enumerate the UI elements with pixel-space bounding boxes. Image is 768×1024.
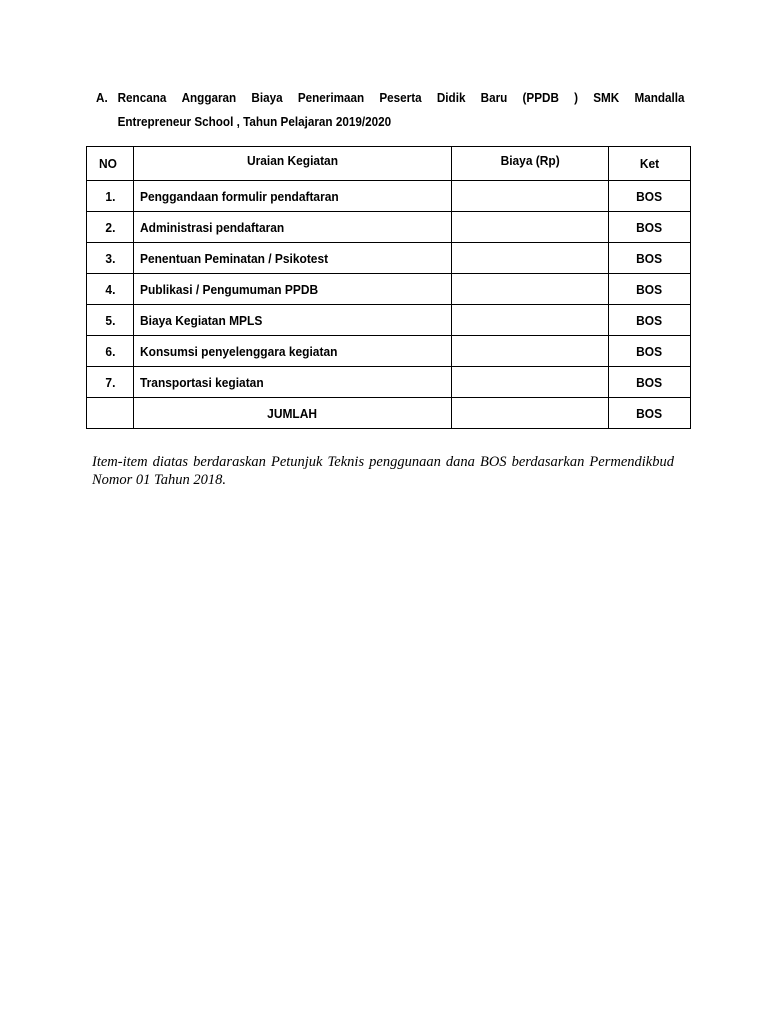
row-ket: BOS [609,181,691,212]
row-ket: BOS [609,243,691,274]
row-biaya [452,181,609,212]
table-row [87,274,691,305]
row-biaya [452,367,609,398]
heading-word: Rencana [117,90,167,105]
section-heading [96,86,685,134]
row-uraian: Transportasi kegiatan [134,367,452,398]
row-number: 4. [87,274,134,305]
total-ket: BOS [609,398,691,429]
row-number: 3. [87,243,134,274]
row-biaya [452,274,609,305]
heading-words [118,86,685,110]
row-ket: BOS [609,305,691,336]
table-row [87,336,691,367]
heading-word: (PPDB [522,90,559,105]
heading-word: SMK [593,90,620,105]
row-uraian: Konsumsi penyelenggara kegiatan [134,336,452,367]
column-header-ket: Ket [609,147,691,181]
section-letter: A. [96,90,108,105]
heading-line-2: Entrepreneur School , Tahun Pelajaran 2019/2020 [117,114,392,129]
heading-word: Mandalla [634,90,685,105]
row-uraian: Publikasi / Pengumuman PPDB [134,274,452,305]
total-label: JUMLAH [134,398,452,429]
table-row [87,305,691,336]
table-row [87,367,691,398]
heading-line-1 [96,86,685,110]
row-number: 1. [87,181,134,212]
column-header-no: NO [87,147,134,181]
column-header-uraian: Uraian Kegiatan [134,147,452,181]
row-ket: BOS [609,336,691,367]
column-header-biaya: Biaya (Rp) [452,147,609,181]
row-biaya [452,336,609,367]
row-biaya [452,212,609,243]
row-number: 2. [87,212,134,243]
heading-word: Anggaran [181,90,237,105]
heading-word: Biaya [251,90,283,105]
row-ket: BOS [609,212,691,243]
footnote: Item-item diatas berdaraskan Petunjuk Teknis penggunaan dana BOS berdasarkan Permendikbud Nomor 01 Tahun 2018. [92,454,674,488]
row-ket: BOS [609,274,691,305]
table-row [87,181,691,212]
heading-word: Penerimaan [297,90,365,105]
heading-word: ) [574,90,579,105]
heading-word: Baru [480,90,508,105]
row-uraian: Penentuan Peminatan / Psikotest [134,243,452,274]
heading-word: Didik [436,90,466,105]
row-ket: BOS [609,367,691,398]
total-biaya [452,398,609,429]
table-row [87,212,691,243]
table-row [87,243,691,274]
heading-word: Peserta [379,90,422,105]
table-header-row [87,147,691,181]
row-uraian: Administrasi pendaftaran [134,212,452,243]
total-number [87,398,134,429]
row-biaya [452,305,609,336]
row-biaya [452,243,609,274]
row-uraian: Biaya Kegiatan MPLS [134,305,452,336]
row-number: 6. [87,336,134,367]
budget-table [86,146,691,429]
row-number: 7. [87,367,134,398]
row-uraian: Penggandaan formulir pendaftaran [134,181,452,212]
total-row [87,398,691,429]
row-number: 5. [87,305,134,336]
